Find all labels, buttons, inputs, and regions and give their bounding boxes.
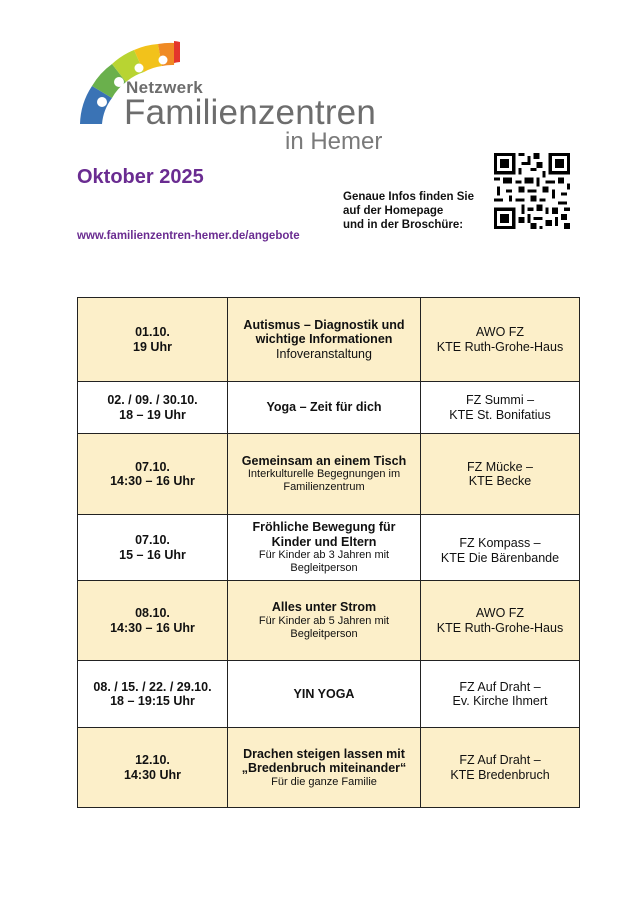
event-date: 12.10. bbox=[135, 753, 170, 767]
event-date: 07.10. bbox=[135, 533, 170, 547]
event-place: KTE Ruth-Grohe-Haus bbox=[436, 620, 564, 635]
event-subtitle: Für die ganze Familie bbox=[271, 775, 377, 788]
event-date: 07.10. bbox=[135, 459, 170, 474]
event-subtitle: Für Kinder ab 5 Jahren mit bbox=[258, 614, 390, 627]
logo bbox=[72, 36, 412, 156]
event-title-cell bbox=[228, 382, 421, 434]
event-row bbox=[78, 382, 580, 434]
event-subtitle: Familienzentrum bbox=[283, 481, 365, 494]
logo-line-netzwerk: Netzwerk bbox=[126, 78, 204, 97]
event-time: 15 – 16 Uhr bbox=[119, 547, 186, 562]
event-subtitle: Infoveranstaltung bbox=[276, 346, 372, 361]
event-place-cell bbox=[421, 298, 580, 382]
event-time: 14:30 – 16 Uhr bbox=[110, 474, 195, 488]
event-place: KTE Ruth-Grohe-Haus bbox=[436, 339, 564, 354]
event-row bbox=[78, 728, 580, 808]
event-place: KTE St. Bonifatius bbox=[449, 407, 551, 422]
event-date-cell bbox=[78, 581, 228, 661]
info-line: Genaue Infos finden Sie bbox=[343, 191, 474, 203]
event-place: KTE Die Bärenbande bbox=[440, 550, 560, 565]
event-title-cell bbox=[228, 581, 421, 661]
info-line: und in der Broschüre: bbox=[343, 219, 464, 231]
month-title: Oktober 2025 bbox=[77, 166, 204, 188]
event-place: FZ Kompass – bbox=[459, 536, 541, 550]
event-place: KTE Becke bbox=[468, 474, 532, 488]
event-title: „Bredenbruch miteinander“ bbox=[241, 761, 407, 775]
event-place: AWO FZ bbox=[475, 606, 525, 620]
logo-line-familienzentren: Familienzentren bbox=[124, 93, 376, 132]
event-date-cell bbox=[78, 661, 228, 728]
events-table bbox=[77, 297, 580, 808]
event-place-cell bbox=[421, 434, 580, 515]
event-date: 08.10. bbox=[135, 606, 170, 620]
event-title: Yoga – Zeit für dich bbox=[266, 400, 382, 415]
event-title-cell bbox=[228, 728, 421, 808]
event-title: Autismus – Diagnostik und bbox=[243, 317, 405, 332]
event-row bbox=[78, 434, 580, 515]
event-title: wichtige Informationen bbox=[255, 332, 393, 347]
event-title: Drachen steigen lassen mit bbox=[243, 746, 405, 761]
event-date-cell bbox=[78, 515, 228, 581]
event-time: 19 Uhr bbox=[133, 339, 172, 354]
event-date-cell bbox=[78, 728, 228, 808]
event-place: FZ Auf Draht – bbox=[459, 679, 541, 694]
event-date-cell bbox=[78, 298, 228, 382]
event-date-cell bbox=[78, 382, 228, 434]
event-place: FZ Mücke – bbox=[467, 459, 533, 474]
event-subtitle: Begleitperson bbox=[290, 627, 358, 640]
event-place: FZ Auf Draht – bbox=[459, 753, 541, 767]
event-title: YIN YOGA bbox=[293, 686, 355, 701]
event-title-cell bbox=[228, 298, 421, 382]
event-subtitle: Für Kinder ab 3 Jahren mit bbox=[258, 549, 390, 561]
event-row bbox=[78, 661, 580, 728]
event-title-cell bbox=[228, 434, 421, 515]
event-place-cell bbox=[421, 728, 580, 808]
event-time: 18 – 19:15 Uhr bbox=[110, 694, 195, 708]
event-title: Alles unter Strom bbox=[271, 600, 377, 615]
event-time: 18 – 19 Uhr bbox=[119, 407, 186, 422]
event-place: Ev. Kirche Ihmert bbox=[452, 694, 548, 708]
event-place-cell bbox=[421, 515, 580, 581]
event-subtitle: Interkulturelle Begegnungen im bbox=[247, 468, 401, 481]
info-line: auf der Homepage bbox=[343, 205, 444, 217]
event-row bbox=[78, 515, 580, 581]
event-title-cell bbox=[228, 515, 421, 581]
event-place-cell bbox=[421, 661, 580, 728]
homepage-link[interactable]: www.familienzentren-hemer.de/angebote bbox=[77, 230, 300, 242]
event-row bbox=[78, 581, 580, 661]
event-row bbox=[78, 298, 580, 382]
event-place: KTE Bredenbruch bbox=[450, 767, 550, 782]
event-time: 14:30 Uhr bbox=[124, 767, 181, 782]
event-title: Fröhliche Bewegung für bbox=[252, 520, 396, 534]
event-place: AWO FZ bbox=[475, 325, 525, 339]
event-time: 14:30 – 16 Uhr bbox=[110, 620, 195, 635]
event-place-cell bbox=[421, 382, 580, 434]
event-place: FZ Summi – bbox=[465, 393, 535, 407]
logo-line-in-hemer: in Hemer bbox=[285, 128, 383, 155]
info-text bbox=[343, 190, 474, 232]
event-place-cell bbox=[421, 581, 580, 661]
qr-code-icon[interactable] bbox=[494, 153, 570, 229]
event-date: 08. / 15. / 22. / 29.10. bbox=[93, 679, 212, 694]
event-date: 02. / 09. / 30.10. bbox=[107, 393, 198, 407]
event-title: Gemeinsam an einem Tisch bbox=[241, 453, 407, 468]
event-date: 01.10. bbox=[135, 325, 170, 339]
event-date-cell bbox=[78, 434, 228, 515]
event-title-cell bbox=[228, 661, 421, 728]
event-subtitle: Begleitperson bbox=[290, 562, 358, 574]
event-title: Kinder und Eltern bbox=[271, 534, 377, 549]
